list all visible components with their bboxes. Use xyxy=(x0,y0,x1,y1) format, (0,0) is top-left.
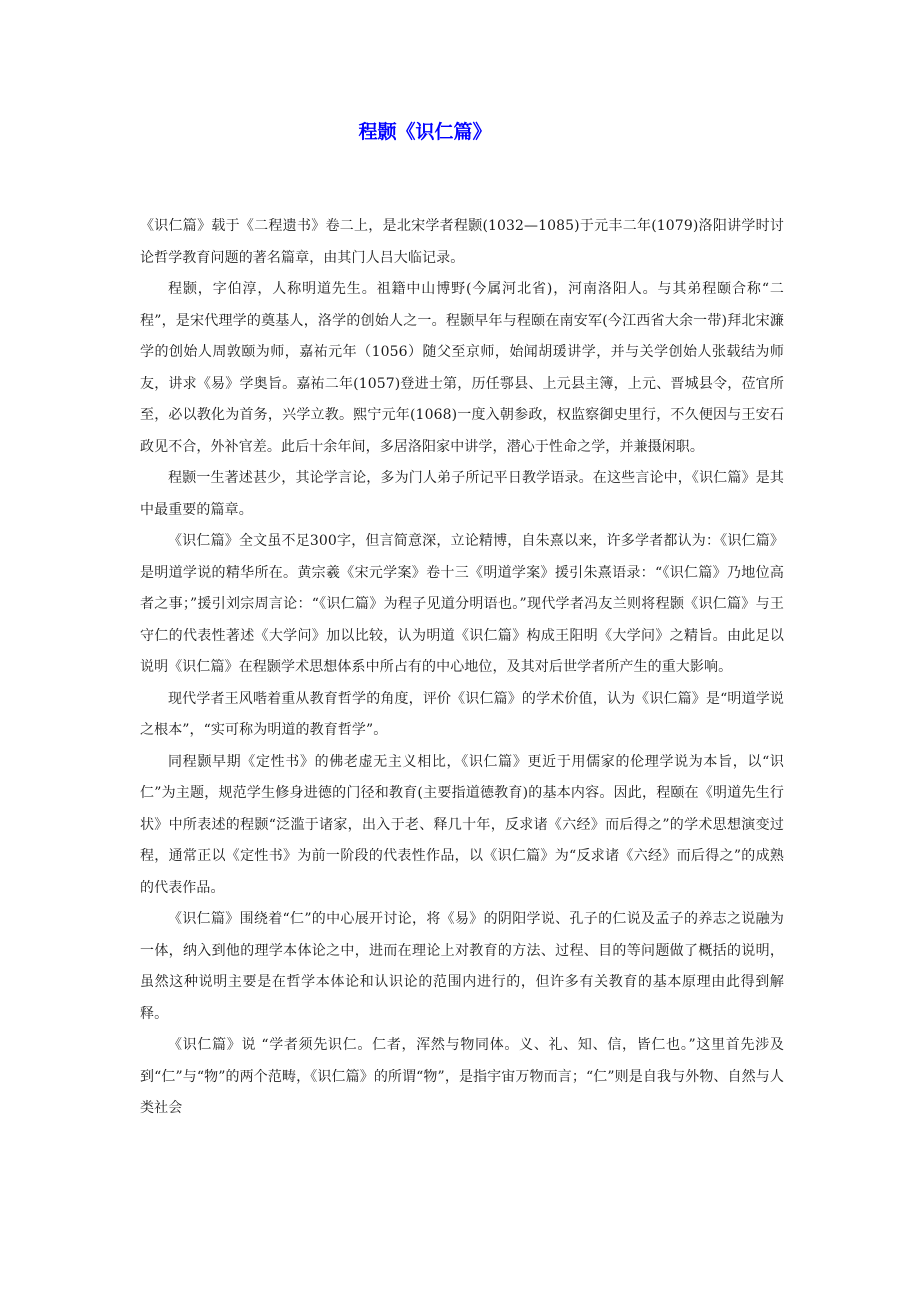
paragraph: 《识仁篇》围绕着“仁”的中心展开讨论，将《易》的阴阳学说、孔子的仁说及孟子的养志之说融为一体，纳入到他的理学本体论之中，进而在理论上对教育的方法、过程、目的等问题做了概括的说明，虽然这种说明主要是在哲学本体论和认识论的范围内进行的，但许多有关教育的基本原理由此得到解释。 xyxy=(140,911,784,1022)
paragraph: 现代学者王风喈着重从教育哲学的角度，评价《识仁篇》的学术价值，认为《识仁篇》是“明道学说之根本”，“实可称为明道的教育哲学”。 xyxy=(140,690,784,738)
paragraph: 同程颢早期《定性书》的佛老虚无主义相比，《识仁篇》更近于用儒家的伦理学说为本旨，以“识仁”为主题，规范学生修身进德的门径和教育(主要指道德教育)的基本内容。因此，程颐在《明道先生行状》中所表述的程颢“泛滥于诸家，出入于老、释几十年，反求诸《六经》而后得之”的学术思想演变过程，通常正以《定性书》为前一阶段的代表性作品，以《识仁篇》为“反求诸《六经》而后得之”的成熟的代表作品。 xyxy=(140,753,784,896)
paragraph: 程颢一生著述甚少，其论学言论，多为门人弟子所记平日教学语录。在这些言论中，《识仁篇》是其中最重要的篇章。 xyxy=(140,470,784,518)
article-body xyxy=(140,211,784,1125)
paragraph: 程颢，字伯淳，人称明道先生。祖籍中山博野(今属河北省)，河南洛阳人。与其弟程颐合称“二程”，是宋代理学的奠基人，洛学的创始人之一。程颢早年与程颐在南安军(今江西省大余一带)拜北宋濂学的创始人周敦颐为师，嘉祐元年（1056）随父至京师，始闻胡瑗讲学，并与关学创始人张载结为师友，讲求《易》学奥旨。嘉祐二年(1057)登进士第，历任鄠县、上元县主簿，上元、晋城县令，莅官所至，必以教化为首务，兴学立教。熙宁元年(1068)一度入朝参政，权监察御史里行，不久便因与王安石政见不合，外补官差。此后十余年间，多居洛阳家中讲学，潜心于性命之学，并兼摄闲职。 xyxy=(140,281,784,455)
paragraph: 《识仁篇》载于《二程遗书》卷二上，是北宋学者程颢(1032—1085)于元丰二年(1079)洛阳讲学时讨论哲学教育问题的著名篇章，由其门人吕大临记录。 xyxy=(140,218,784,266)
paragraph: 《识仁篇》全文虽不足300字，但言简意深，立论精博，自朱熹以来，许多学者都认为：《识仁篇》是明道学说的精华所在。黄宗羲《宋元学案》卷十三《明道学案》援引朱熹语录：“《识仁篇》乃地位高者之事；”援引刘宗周言论：“《识仁篇》为程子见道分明语也。”现代学者冯友兰则将程颢《识仁篇》与王守仁的代表性著述《大学问》加以比较，认为明道《识仁篇》构成王阳明《大学问》之精旨。由此足以说明《识仁篇》在程颢学术思想体系中所占有的中心地位，及其对后世学者所产生的重大影响。 xyxy=(140,533,784,675)
page-title: 程颢《识仁篇》 xyxy=(358,121,492,143)
paragraph: 《识仁篇》说 “学者须先识仁。仁者，浑然与物同体。义、礼、知、信，皆仁也。”这里首先涉及到“仁”与“物”的两个范畴，《识仁篇》的所谓“物”，是指宇宙万物而言；“仁”则是自我与外物、自然与人类社会 xyxy=(140,1037,784,1116)
